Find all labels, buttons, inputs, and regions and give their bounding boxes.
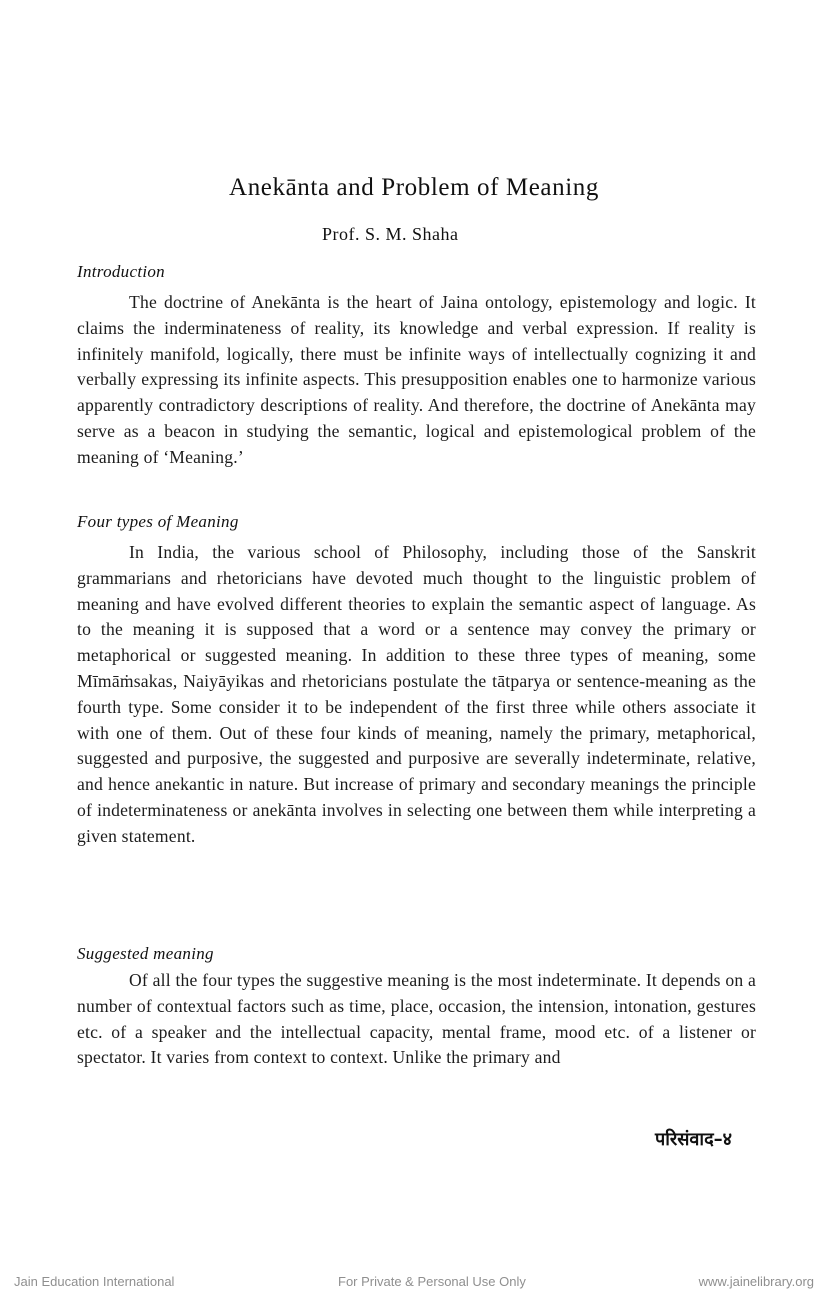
section-heading-introduction: Introduction: [77, 262, 165, 281]
footer-center: For Private & Personal Use Only: [338, 1274, 526, 1289]
section-text-introduction: The doctrine of Anekānta is the heart of Jaina ontology, epistemology and logic. It claims the inderminateness of reality, its knowledge and verbal expression. If reality is infinitely manifold, logically, there must be infinite ways of intellectually cognizing it and verbally expressing its infinite aspects. This presupposition enables one to harmonize various apparently contradictory descriptions of reality. And therefore, the doctrine of Anekānta may serve as a beacon in studying the semantic, logical and epistemological problem of the meaning of ‘Meaning.’: [77, 292, 756, 467]
section-text-suggested-meaning: Of all the four types the suggestive meaning is the most indeterminate. It depends on a number of contextual factors such as time, place, occasion, the intension, intonation, gestures etc. of a speaker and the intellectual capacity, mental frame, mood etc. of a listener or spectator. It varies from context to context. Unlike the primary and: [77, 970, 756, 1068]
section-text-four-types: In India, the various school of Philosophy, including those of the Sanskrit grammarians and rhetoricians have devoted much thought to the linguistic problem of meaning and have evolved different theories to explain the semantic aspect of language. As to the meaning it is supposed that a word or a sentence may convey the primary or metaphorical or suggested meaning. In addition to these three types of meaning, some Mīmāṁsakas, Naiyāyikas and rhetoricians postulate the tātparya or sentence-meaning as the fourth type. Some consider it to be independent of the first three while others associate it with one of them. Out of these four kinds of meaning, namely the primary, metaphorical, suggested and purposive, the suggested and purposive are severally indeterminate, relative, and hence anekantic in nature. But increase of primary and secondary meanings the principle of indeterminateness or anekānta involves in selecting one between them while interpreting a given statement.: [77, 542, 756, 846]
footer-right-link[interactable]: www.jainelibrary.org: [698, 1274, 814, 1289]
article-author: Prof. S. M. Shaha: [322, 224, 459, 244]
article-title: Anekānta and Problem of Meaning: [229, 174, 599, 201]
section-heading-four-types: Four types of Meaning: [77, 512, 239, 531]
page-signature-marker: परिसंवाद–४: [655, 1129, 733, 1150]
footer-left: Jain Education International: [14, 1274, 175, 1289]
section-heading-suggested-meaning: Suggested meaning: [77, 944, 214, 963]
